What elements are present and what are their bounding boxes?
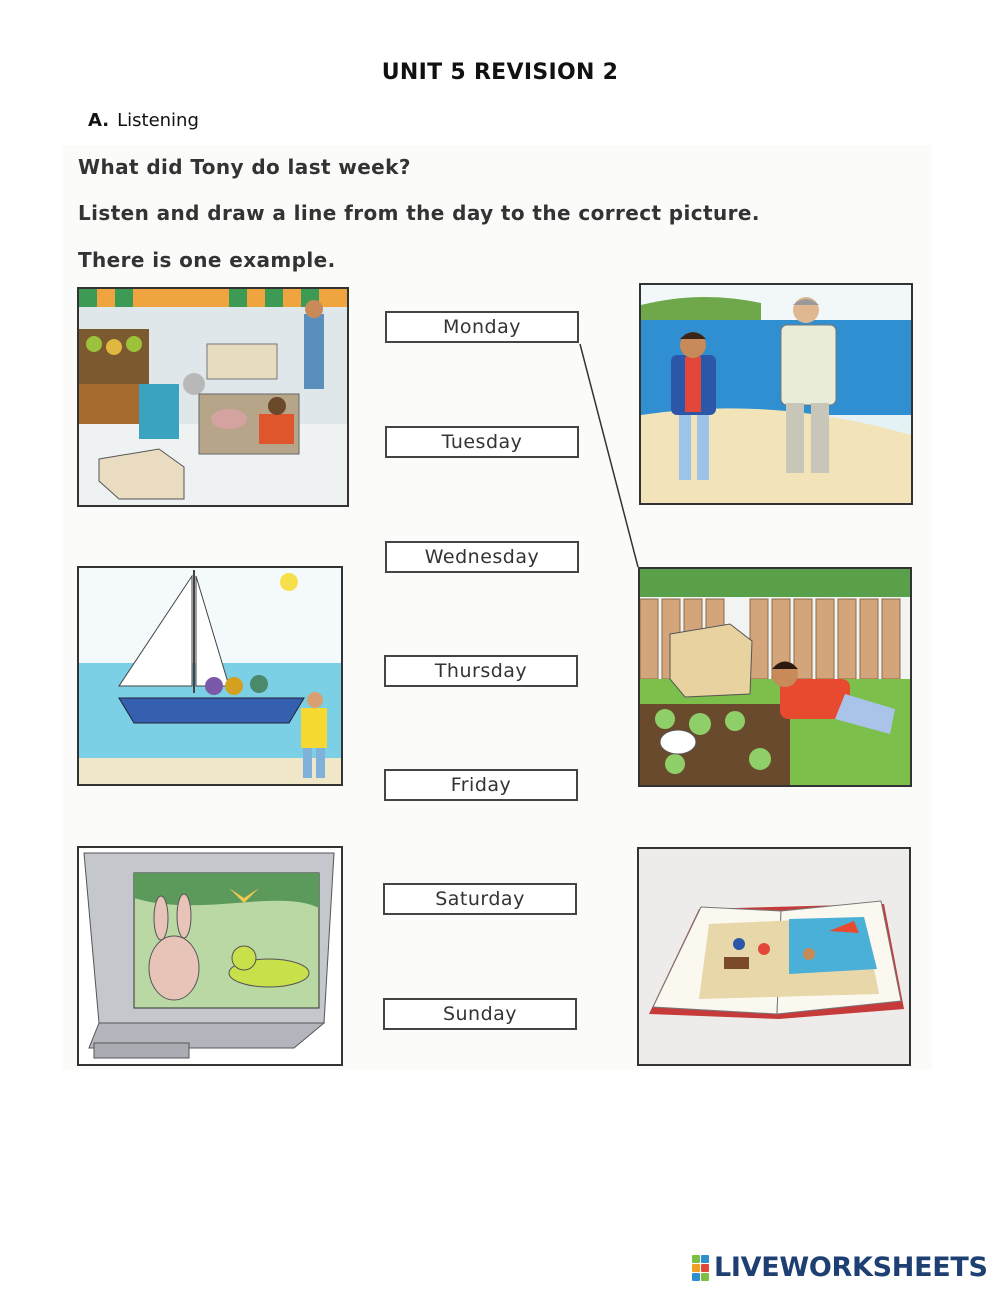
- page-title: UNIT 5 REVISION 2: [381, 60, 619, 85]
- tv-rabbit-picture[interactable]: [77, 846, 343, 1066]
- logo-mark-icon: [692, 1255, 710, 1281]
- day-box-sunday[interactable]: Sunday: [383, 998, 577, 1030]
- section-letter: A.: [88, 110, 110, 131]
- liveworksheets-logo[interactable]: [692, 1252, 988, 1283]
- day-box-saturday[interactable]: Saturday: [383, 883, 577, 915]
- section-label: Listening: [117, 110, 199, 131]
- day-box-thursday[interactable]: Thursday: [384, 655, 578, 687]
- sailing-boat-picture[interactable]: [77, 566, 343, 786]
- garden-rabbit-picture[interactable]: [638, 567, 912, 787]
- question-text: What did Tony do last week?: [78, 155, 411, 179]
- logo-text: LIVEWORKSHEETS: [714, 1252, 988, 1283]
- section-heading: [88, 110, 199, 131]
- instruction-text: Listen and draw a line from the day to the correct picture.: [78, 201, 760, 225]
- day-box-friday[interactable]: Friday: [384, 769, 578, 801]
- day-box-wednesday[interactable]: Wednesday: [385, 541, 579, 573]
- example-note: There is one example.: [78, 248, 336, 272]
- day-box-tuesday[interactable]: Tuesday: [385, 426, 579, 458]
- market-rabbit-picture[interactable]: [77, 287, 349, 507]
- beach-book-picture[interactable]: [637, 847, 911, 1066]
- day-box-monday[interactable]: Monday: [385, 311, 579, 343]
- beach-walk-picture[interactable]: [639, 283, 913, 505]
